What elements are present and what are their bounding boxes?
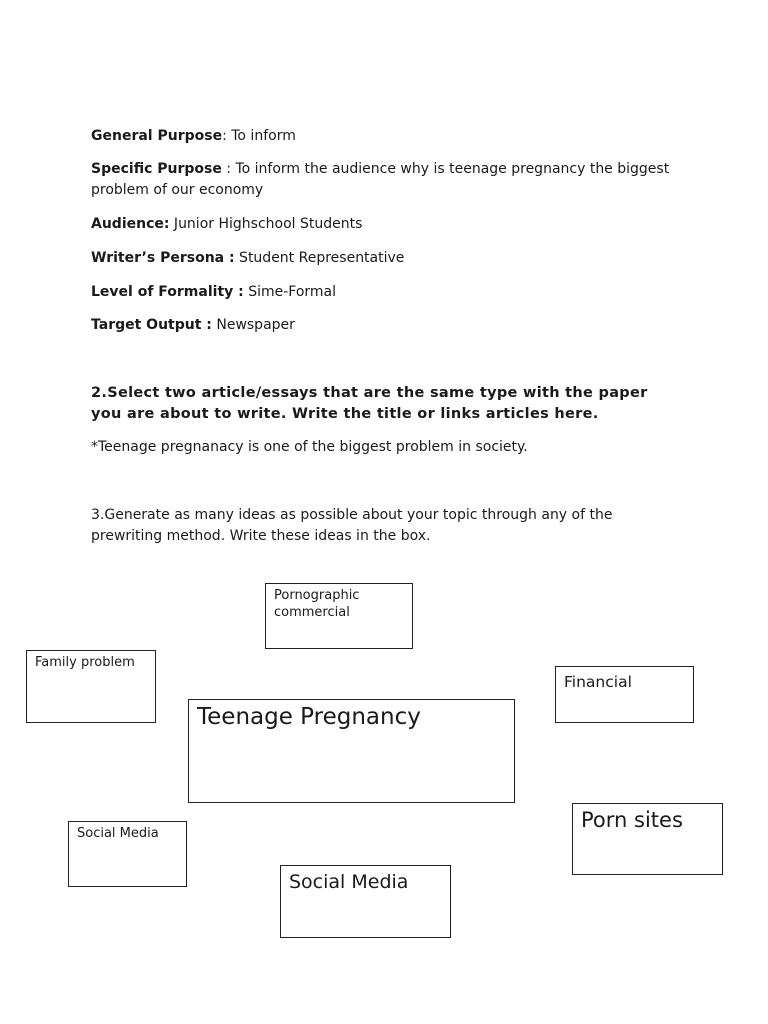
- general-purpose-line: [91, 126, 296, 146]
- specific-purpose-label: Specific Purpose: [91, 161, 222, 177]
- target-output-value: Newspaper: [211, 317, 295, 333]
- formality-line: [91, 282, 336, 302]
- target-output-label: Target Output :: [91, 317, 212, 333]
- idea-box-social-media-small: Social Media: [68, 821, 187, 887]
- audience-value: Junior Highschool Students: [169, 216, 363, 232]
- section3-prompt: 3.Generate as many ideas as possible about your topic through any of the prewriting method. Write these ideas in the box.: [91, 507, 613, 544]
- central-topic-box: Teenage Pregnancy: [188, 699, 515, 803]
- formality-value: Sime-Formal: [243, 284, 337, 300]
- section2-answer: *Teenage pregnanacy is one of the biggest problem in society.: [91, 439, 528, 455]
- idea-box-pornographic-commercial: Pornographic commercial: [265, 583, 413, 649]
- general-purpose-value: : To inform: [222, 128, 296, 144]
- formality-label: Level of Formality :: [91, 284, 244, 300]
- idea-box-porn-sites: Porn sites: [572, 803, 723, 875]
- persona-value: Student Representative: [234, 250, 405, 266]
- specific-purpose-line: [91, 159, 691, 201]
- persona-label: Writer’s Persona :: [91, 250, 235, 266]
- general-purpose-label: General Purpose: [91, 128, 223, 144]
- audience-label: Audience:: [91, 216, 170, 232]
- target-output-line: [91, 315, 295, 335]
- audience-line: [91, 214, 362, 234]
- persona-line: [91, 248, 404, 268]
- idea-box-family-problem: Family problem: [26, 650, 156, 723]
- section2-prompt: 2.Select two article/essays that are the same type with the paper you are about to write. Write the title or links articles here.: [91, 385, 648, 422]
- idea-box-social-media-large: Social Media: [280, 865, 451, 938]
- idea-box-financial: Financial: [555, 666, 694, 723]
- specific-purpose-value: : To inform the audience why is teenage pregnancy the biggest problem of our economy: [91, 161, 670, 198]
